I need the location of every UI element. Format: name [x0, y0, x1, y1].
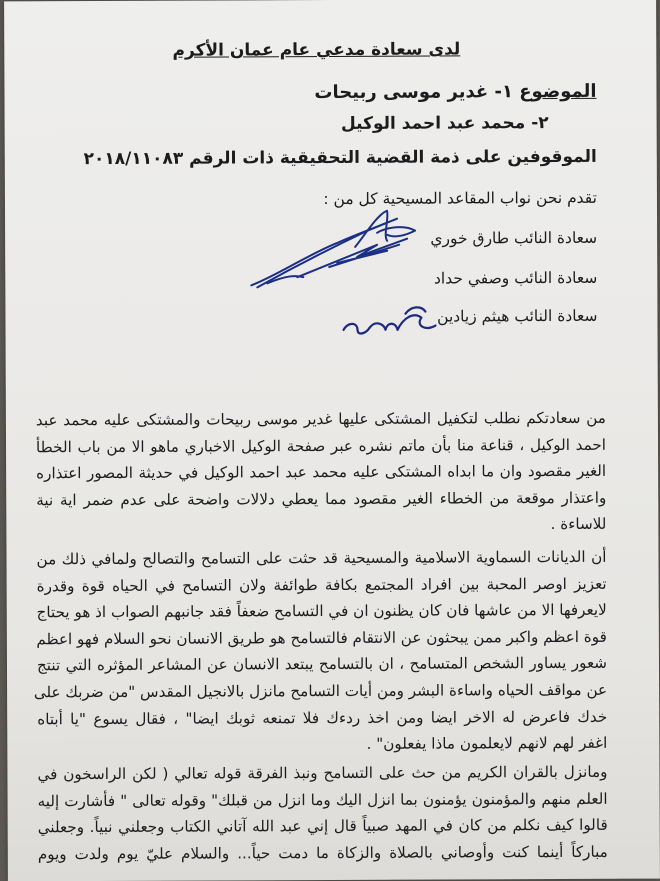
paragraph-line: شعور يساور الشخص المتسامح ، ان بالتسامح يبتعد الانسان عن المشاعر المؤثره التي تنتج [36, 654, 608, 675]
paragraph-line: لايعرفها الا من عاشها فان كان يظنون ان في التسامح ضعفاً فقد جانبهم الصواب اذ هو يحتاج [36, 600, 607, 622]
paragraph-line: واعتذار موقعة من الخطاء الغير مقصود مما يعطي دلالات واضحة على عدم ضمر اية نية [36, 488, 607, 510]
paragraph-line: أن الديانات السماوية الاسلامية والمسيحية قد حثت على التسامح والتصالح ولمافي ذلك من [36, 547, 607, 569]
paragraph-line: قوة اعظم واكبر ممن يبحثون عن الانتقام فالتسامح هو طريق الانسان نحو السلام فهو اعظم [36, 627, 607, 649]
paragraph-line: تعزيز اوصر المحبة بين افراد المجتمع بكافة طوائفة ولان التسامح في الحياه قوة وقدرة [36, 574, 607, 595]
paragraph-line: الغير مقصود وان ما ابداه المشتكى عليه محمد عبد احمد الوكيل في حديثة المصور اعتذاره [36, 461, 607, 483]
subject-second-detainee: ٢- محمد عبد احمد الوكيل [340, 113, 549, 134]
letter-page [4, 0, 660, 881]
paragraph-quran [37, 759, 607, 868]
paragraph-line: احمد الوكيل ، قناعة منا بأن ماتم نشره عبر صفحة الوكيل الاخباري ماهو الا من باب الخطأ [35, 435, 607, 456]
paragraph-request [36, 405, 607, 540]
subject-label: الموضوع [519, 80, 597, 103]
paragraph-line: العلم منهم والمؤمنون يؤمنون بما انزل اليك وما انزل من قبلك" وقوله تعالى " فأشارت إليه [37, 789, 608, 810]
mp-name-3: سعادة النائب هيثم زيادين [437, 306, 598, 326]
paragraph-line: عن مواقف الحياه واساءة البشر ومن أيات التسامح مانزل بالانجيل المقدس "من ضربك على [33, 680, 608, 702]
subject-line [314, 81, 596, 103]
letter-addressee-title: لدى سعادة مدعي عام عمان الأكرم [172, 39, 461, 61]
paragraph-line: خدك فاعرض له الاخر ايضا ومن اخذ ردءك فلا تمنعه ثوبك ايضا" ، فقال يسوع "يا أبتاه [37, 707, 608, 728]
paragraph-line: اغفر لهم لانهم لايعلمون ماذا يفعلون" . [366, 733, 608, 754]
subject-first-detainee: ١- غدير موسى ربيحات [314, 81, 513, 104]
signature-drawing-2 [335, 300, 445, 346]
paragraph-line: مباركاً أينما كنت وأوصاني بالصلاة والزكاة ما دمت حياً... والسلام عليّ يوم ولدت ويوم [37, 842, 608, 864]
paragraph-line: ومانزل بالقران الكريم من حث على التسامح ونبذ الفرقة قوله تعالي ( لكن الراسخون في [37, 762, 608, 784]
mp-name-1: سعادة النائب طارق خوري [430, 228, 598, 248]
paragraph-line: للاساءة . [550, 515, 607, 534]
paragraph-line: من سعادتكم نطلب لتكفيل المشتكى عليها غدير موسى ربيحات والمشتكى عليه محمد عبد [35, 408, 606, 430]
signature-drawing-1 [237, 205, 437, 296]
paragraph-line: قالوا كيف نكلم من كان في المهد صبياً قال إني عبد الله آتاني الكتاب وجعلني نبياً. وجعلني [37, 815, 608, 837]
case-reference-line: الموقوفين على ذمة القضية التحقيقية ذات الرقم ٢٠١٨/١١٠٨٣ [83, 146, 597, 170]
intro-line: تقدم نحن نواب المقاعد المسيحية كل من : [323, 188, 597, 209]
paragraph-tolerance [33, 544, 608, 759]
mp-name-2: سعادة النائب وصفي حداد [433, 268, 598, 288]
